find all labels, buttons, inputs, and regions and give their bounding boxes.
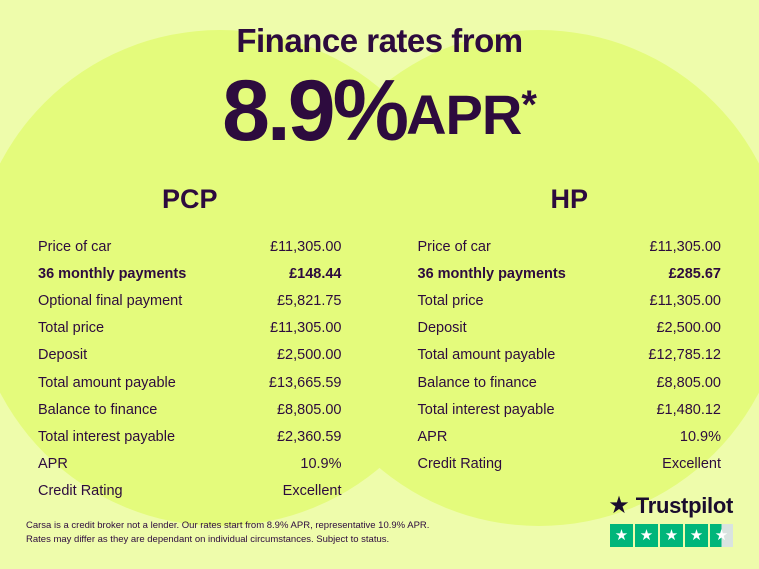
table-row [418, 396, 722, 423]
table-row [38, 369, 342, 396]
disclaimer-text [26, 519, 446, 547]
table-row [418, 342, 722, 369]
row-value: 10.9% [679, 428, 721, 445]
row-value: £5,821.75 [276, 292, 342, 309]
row-value: £11,305.00 [270, 238, 342, 255]
row-label: Total price [38, 320, 105, 337]
asterisk-marker: * [521, 83, 537, 127]
row-label: Credit Rating [38, 483, 123, 500]
table-row [38, 423, 342, 450]
table-row [38, 342, 342, 369]
trustpilot-rating[interactable] [608, 493, 733, 547]
row-value: £8,805.00 [656, 374, 721, 391]
finance-comparison [0, 184, 759, 505]
row-value: £11,305.00 [649, 238, 721, 255]
table-row [38, 233, 342, 260]
row-label: Price of car [417, 238, 491, 255]
row-value: £2,500.00 [276, 347, 342, 364]
row-label: Total amount payable [417, 347, 556, 364]
finance-column-pcp [0, 184, 380, 505]
table-row [418, 260, 722, 287]
row-value: Excellent [662, 456, 721, 473]
headline-rate [0, 63, 759, 159]
row-label: 36 monthly payments [38, 265, 187, 282]
row-value: £11,305.00 [270, 320, 342, 337]
table-row [38, 315, 342, 342]
table-row [418, 233, 722, 260]
row-label: APR [417, 428, 448, 445]
table-row [38, 451, 342, 478]
half-star-icon: ★ [710, 524, 733, 547]
star-icon: ★ [660, 524, 683, 547]
row-value: £1,480.12 [656, 401, 721, 418]
row-label: Total amount payable [38, 374, 176, 391]
row-label: Price of car [38, 238, 112, 255]
disclaimer-line-2: Rates may differ as they are dependant on individual circumstances. Subject to status. [26, 534, 390, 546]
table-row [418, 287, 722, 314]
disclaimer-line-1: Carsa is a credit broker not a lender. Our rates start from 8.9% APR, representative 10.9% APR. [26, 520, 430, 532]
trustpilot-wordmark: Trustpilot [635, 493, 733, 518]
row-value: £11,305.00 [649, 292, 721, 309]
trustpilot-logo [608, 493, 733, 519]
row-value: £12,785.12 [648, 347, 721, 364]
trustpilot-stars [608, 524, 733, 547]
star-icon: ★ [610, 524, 633, 547]
row-label: Balance to finance [417, 374, 537, 391]
footer [0, 491, 759, 569]
row-value: £148.44 [289, 265, 342, 282]
row-value: £8,805.00 [276, 401, 342, 418]
row-label: 36 monthly payments [417, 265, 566, 282]
row-label: Total interest payable [38, 428, 176, 445]
table-row [418, 315, 722, 342]
row-label: APR [38, 456, 68, 473]
page-title: Finance rates from [236, 22, 523, 59]
star-icon: ★ [635, 524, 658, 547]
row-label: Total interest payable [417, 401, 555, 418]
row-value: Excellent [282, 483, 342, 500]
table-row [418, 369, 722, 396]
column-title-pcp: PCP [161, 184, 218, 214]
row-label: Credit Rating [417, 456, 503, 473]
headline-rate-apr: APR [406, 83, 522, 146]
column-title-hp: HP [550, 184, 588, 214]
finance-column-hp [380, 184, 759, 505]
headline-rate-number: 8.9% [222, 63, 407, 159]
row-value: £2,500.00 [656, 320, 721, 337]
trustpilot-star-icon: ★ [608, 492, 630, 519]
row-value: £13,665.59 [268, 374, 342, 391]
table-row [38, 287, 342, 314]
row-value: £2,360.59 [276, 428, 342, 445]
star-icon: ★ [685, 524, 708, 547]
row-value: £285.67 [668, 265, 721, 282]
row-label: Total price [417, 292, 484, 309]
table-row [418, 423, 722, 450]
row-value: 10.9% [300, 456, 342, 473]
row-label: Deposit [38, 347, 88, 364]
table-row [38, 396, 342, 423]
row-label: Deposit [417, 320, 467, 337]
row-label: Balance to finance [38, 401, 158, 418]
table-row [418, 451, 722, 478]
row-label: Optional final payment [38, 292, 183, 309]
table-row [38, 260, 342, 287]
